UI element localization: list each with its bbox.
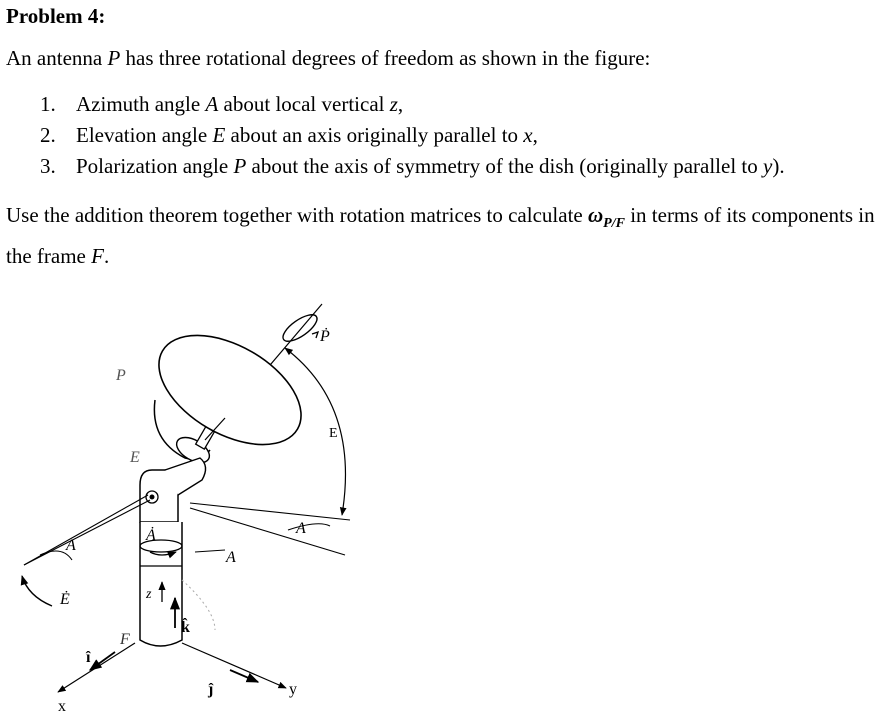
label-y: y	[289, 681, 297, 698]
list-item: 1. Azimuth angle A about local vertical z,	[40, 92, 404, 116]
label-f-script: F	[120, 631, 130, 648]
label-e-upper: E	[329, 426, 338, 441]
dish-reflector	[140, 313, 319, 468]
problem-heading: Problem 4:	[6, 4, 106, 28]
label-a-left: A	[66, 537, 76, 554]
label-a-mid: A	[226, 549, 236, 566]
label-z: z	[146, 587, 152, 602]
intro-text: An antenna P has three rotational degrees of freedom as shown in the figure:	[6, 46, 651, 70]
label-i-hat: î	[86, 649, 91, 666]
list-item: 3. Polarization angle P about the axis of symmetry of the dish (originally parallel to y).	[40, 154, 785, 178]
label-x: x	[58, 698, 66, 715]
x-axis-arrow	[58, 643, 135, 692]
degrees-of-freedom-list	[40, 92, 785, 185]
label-p-script: P	[116, 367, 126, 384]
label-a-right: A	[296, 520, 306, 537]
label-a-dot: Ȧ	[146, 527, 156, 544]
label-e-dot: Ė	[60, 591, 70, 608]
i-hat-arrow	[90, 652, 115, 670]
j-hat-arrow	[230, 670, 258, 682]
antenna-mount	[140, 458, 206, 522]
list-item: 2. Elevation angle E about an axis originally parallel to x,	[40, 123, 538, 147]
antenna-figure	[0, 290, 400, 716]
label-j-hat: ĵ	[208, 681, 214, 698]
y-axis-arrow	[182, 643, 286, 688]
elevation-rotation-icon	[22, 576, 52, 606]
label-e-script: E	[130, 449, 140, 466]
polarization-rotation-icon	[279, 310, 321, 346]
label-p-dot: Ṗ	[320, 328, 330, 345]
label-k-hat: k̂	[181, 619, 190, 636]
task-text: Use the addition theorem together with rotation matrices to calculate $\omega_{P/F}$ in terms of its components in the frame F.	[6, 203, 875, 268]
antenna-diagram	[0, 290, 400, 716]
